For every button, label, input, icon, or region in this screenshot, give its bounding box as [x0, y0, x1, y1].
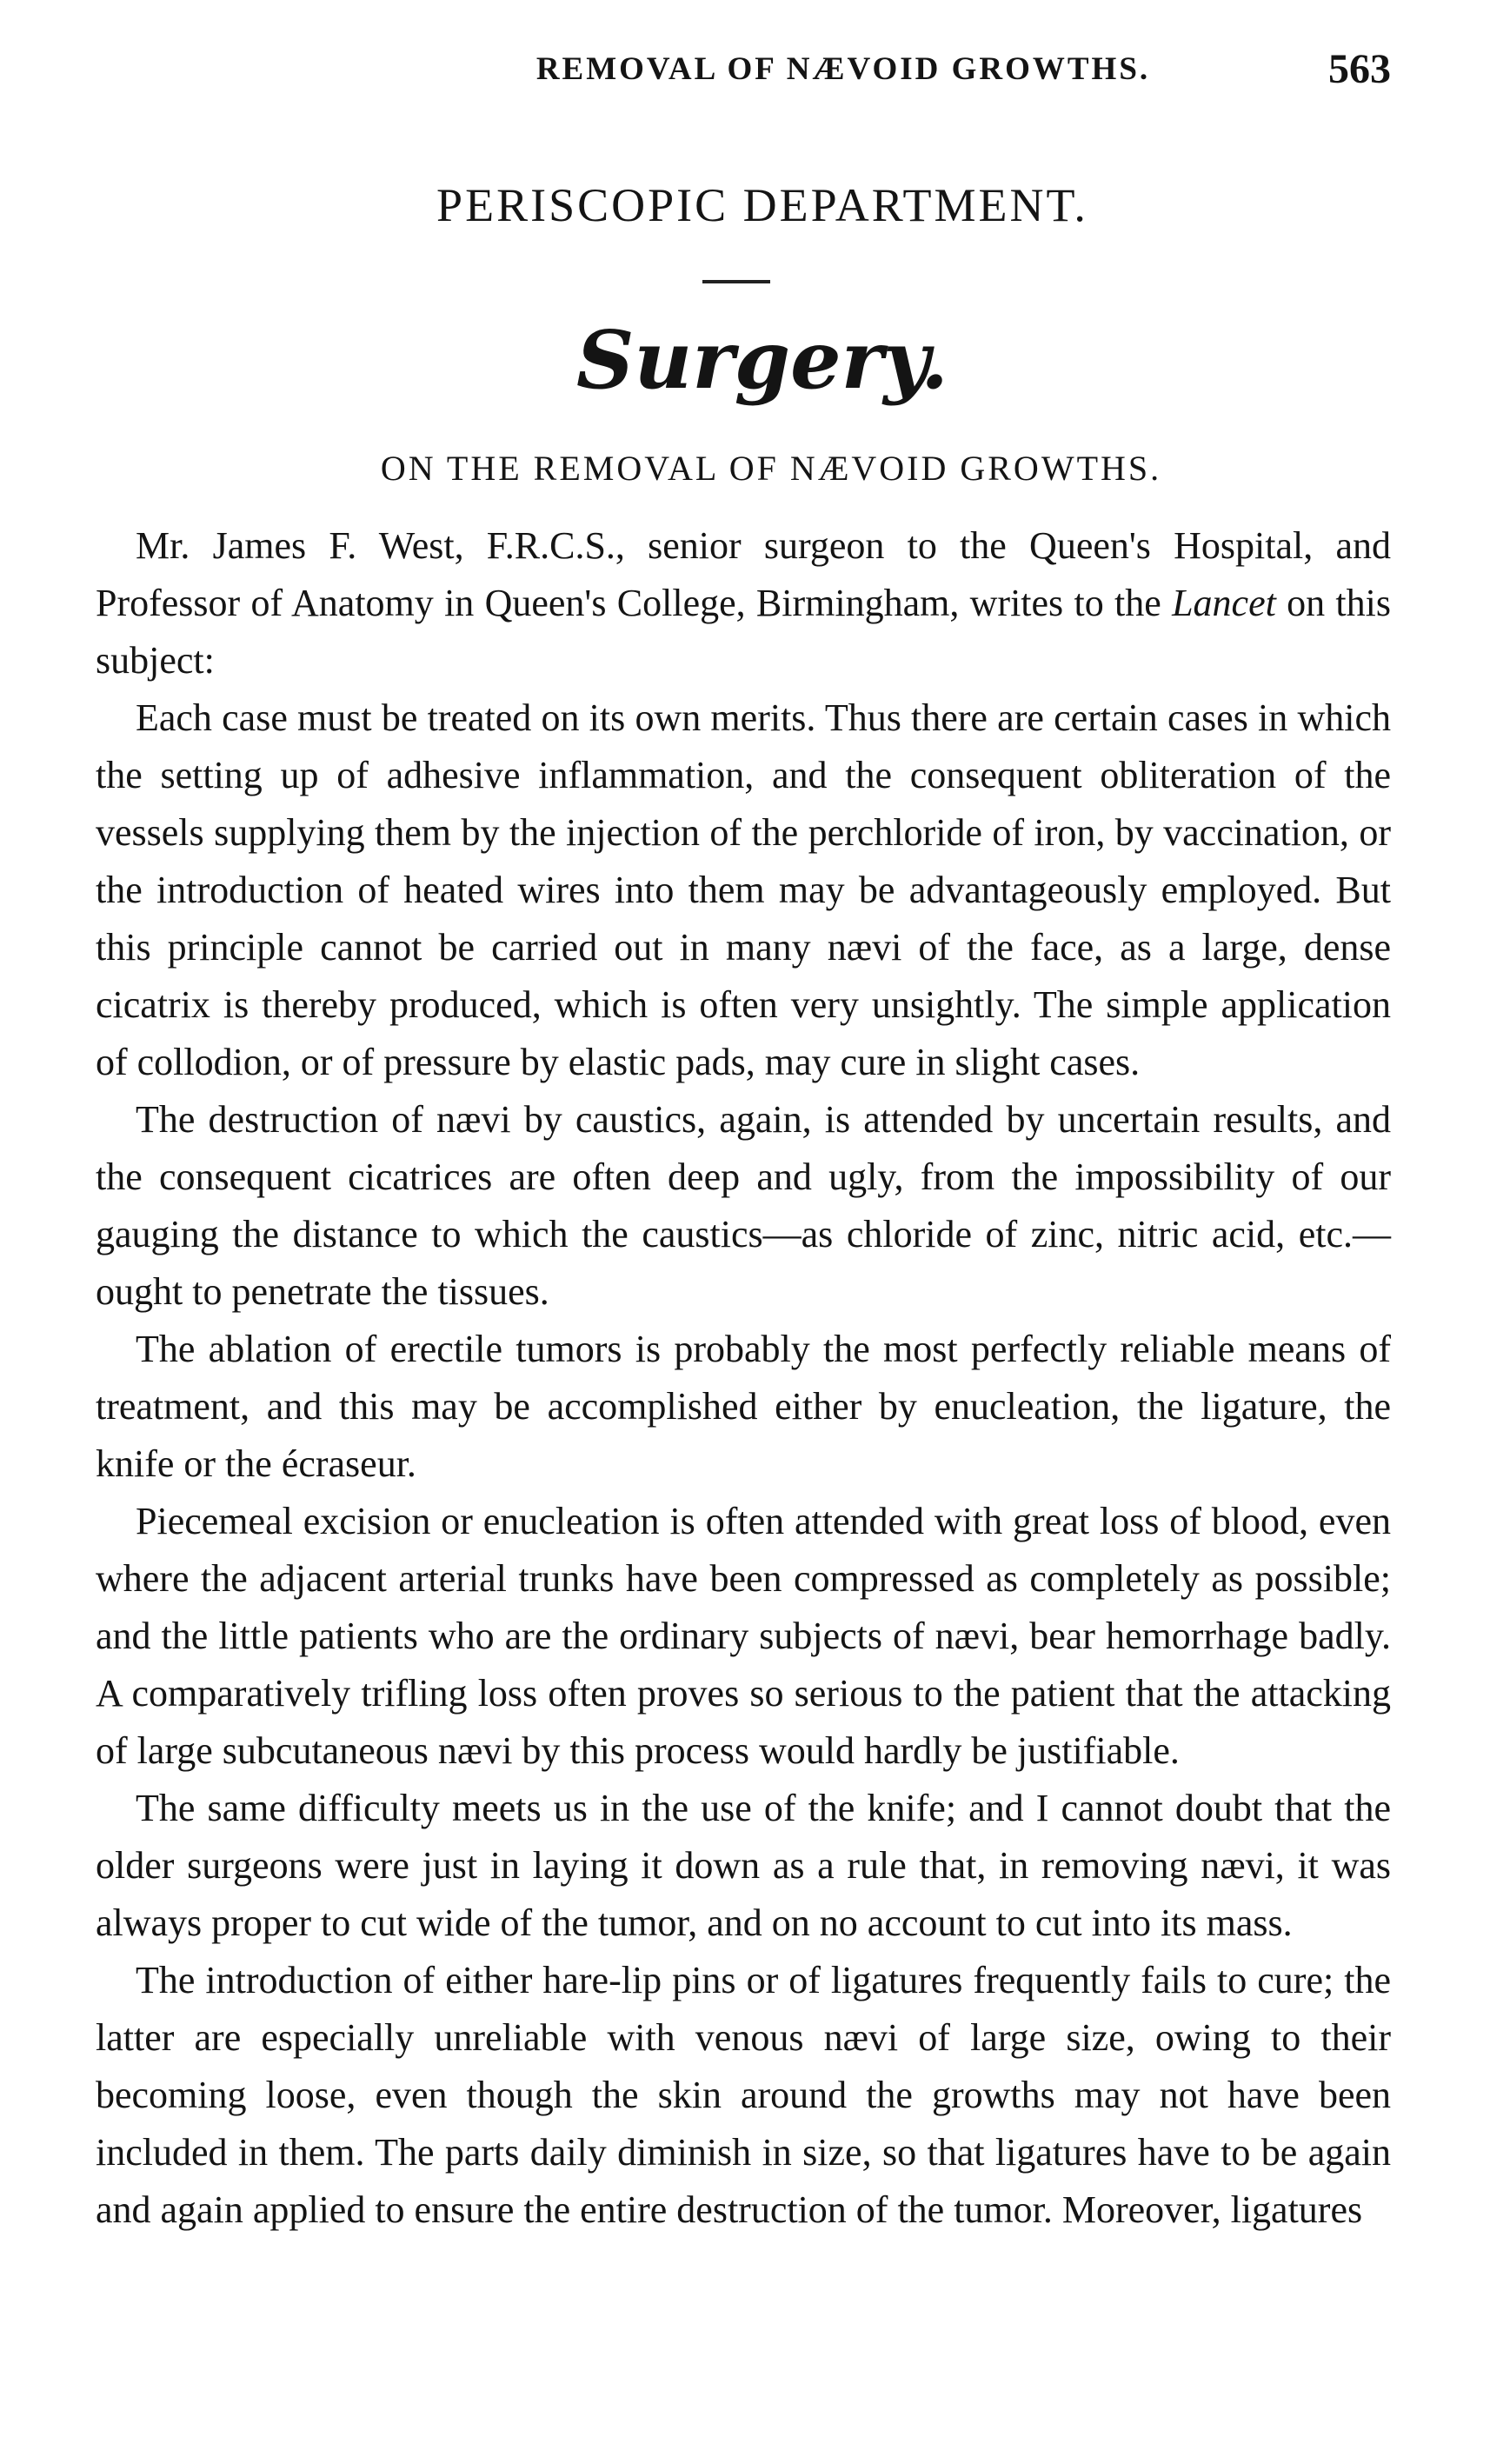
paragraph-6: The introduction of either hare-lip pins or of ligatures frequently fails to cure; the latter are especially unreliable with venous nævi of large size, owing to their becoming loose, even though the skin around the growths may not have been included in them. The parts daily diminish in size, so that ligatures have to be again and again applied to ensure the entire destruction of the tumor. Moreover, ligatures: [96, 1959, 1391, 2231]
title-divider: [702, 280, 770, 283]
intro-paragraph: [96, 517, 1391, 689]
intro-text-start: Mr. James F. West, F.R.C.S., senior surgeon to the Queen's Hospital, and Professor of Anatomy in Queen's College, Birmingham, writes to the: [96, 524, 1391, 624]
intro-text-end: on this subject:: [96, 582, 1391, 682]
journal-name: Lancet: [1172, 582, 1276, 624]
department-title: PERISCOPIC DEPARTMENT.: [436, 179, 1088, 231]
paragraph-5: The same difficulty meets us in the use of the knife; and I cannot doubt that the older surgeons were just in laying it down as a rule that, in removing nævi, it was always proper to cut wide of the tumor, and on no account to cut into its mass.: [96, 1787, 1391, 1944]
paragraph-3: The ablation of erectile tumors is probably the most perfectly reliable means of treatment, and this may be accomplished either by enucleation, the ligature, the knife or the écraseur.: [96, 1328, 1391, 1485]
paragraph-1: Each case must be treated on its own merits. Thus there are certain cases in which the setting up of adhesive inflammation, and the consequent obliteration of the vessels supplying them by the injection of the perchloride of iron, by vaccination, or the introduction of heated wires into them may be advantageously employed. But this principle cannot be carried out in many nævi of the face, as a large, dense cicatrix is thereby produced, which is often very unsightly. The simple application of collodion, or of pressure by elastic pads, may cure in slight cases.: [96, 696, 1391, 1083]
article-title: ON THE REMOVAL OF NÆVOID GROWTHS.: [380, 449, 1162, 488]
paragraph-4: Piecemeal excision or enucleation is often attended with great loss of blood, even where the adjacent arterial trunks have been compressed as completely as possible; and the little patients who are the ordinary subjects of nævi, bear hemorrhage badly. A comparatively trifling loss often proves so serious to the patient that the attacking of large subcutaneous nævi by this process would hardly be justifiable.: [96, 1500, 1391, 1772]
running-head: [96, 46, 1391, 103]
page-number: 563: [1328, 46, 1391, 92]
paragraph-2: The destruction of nævi by caustics, again, is attended by uncertain results, and the consequent cicatrices are often deep and ugly, from the impossibility of our gauging the distance to which the caustics—as chloride of zinc, nitric acid, etc.—ought to penetrate the tissues.: [96, 1098, 1391, 1313]
section-title: Surgery.: [575, 313, 949, 407]
article-body: [96, 517, 1391, 2239]
running-title: REMOVAL OF NÆVOID GROWTHS.: [535, 51, 1151, 87]
